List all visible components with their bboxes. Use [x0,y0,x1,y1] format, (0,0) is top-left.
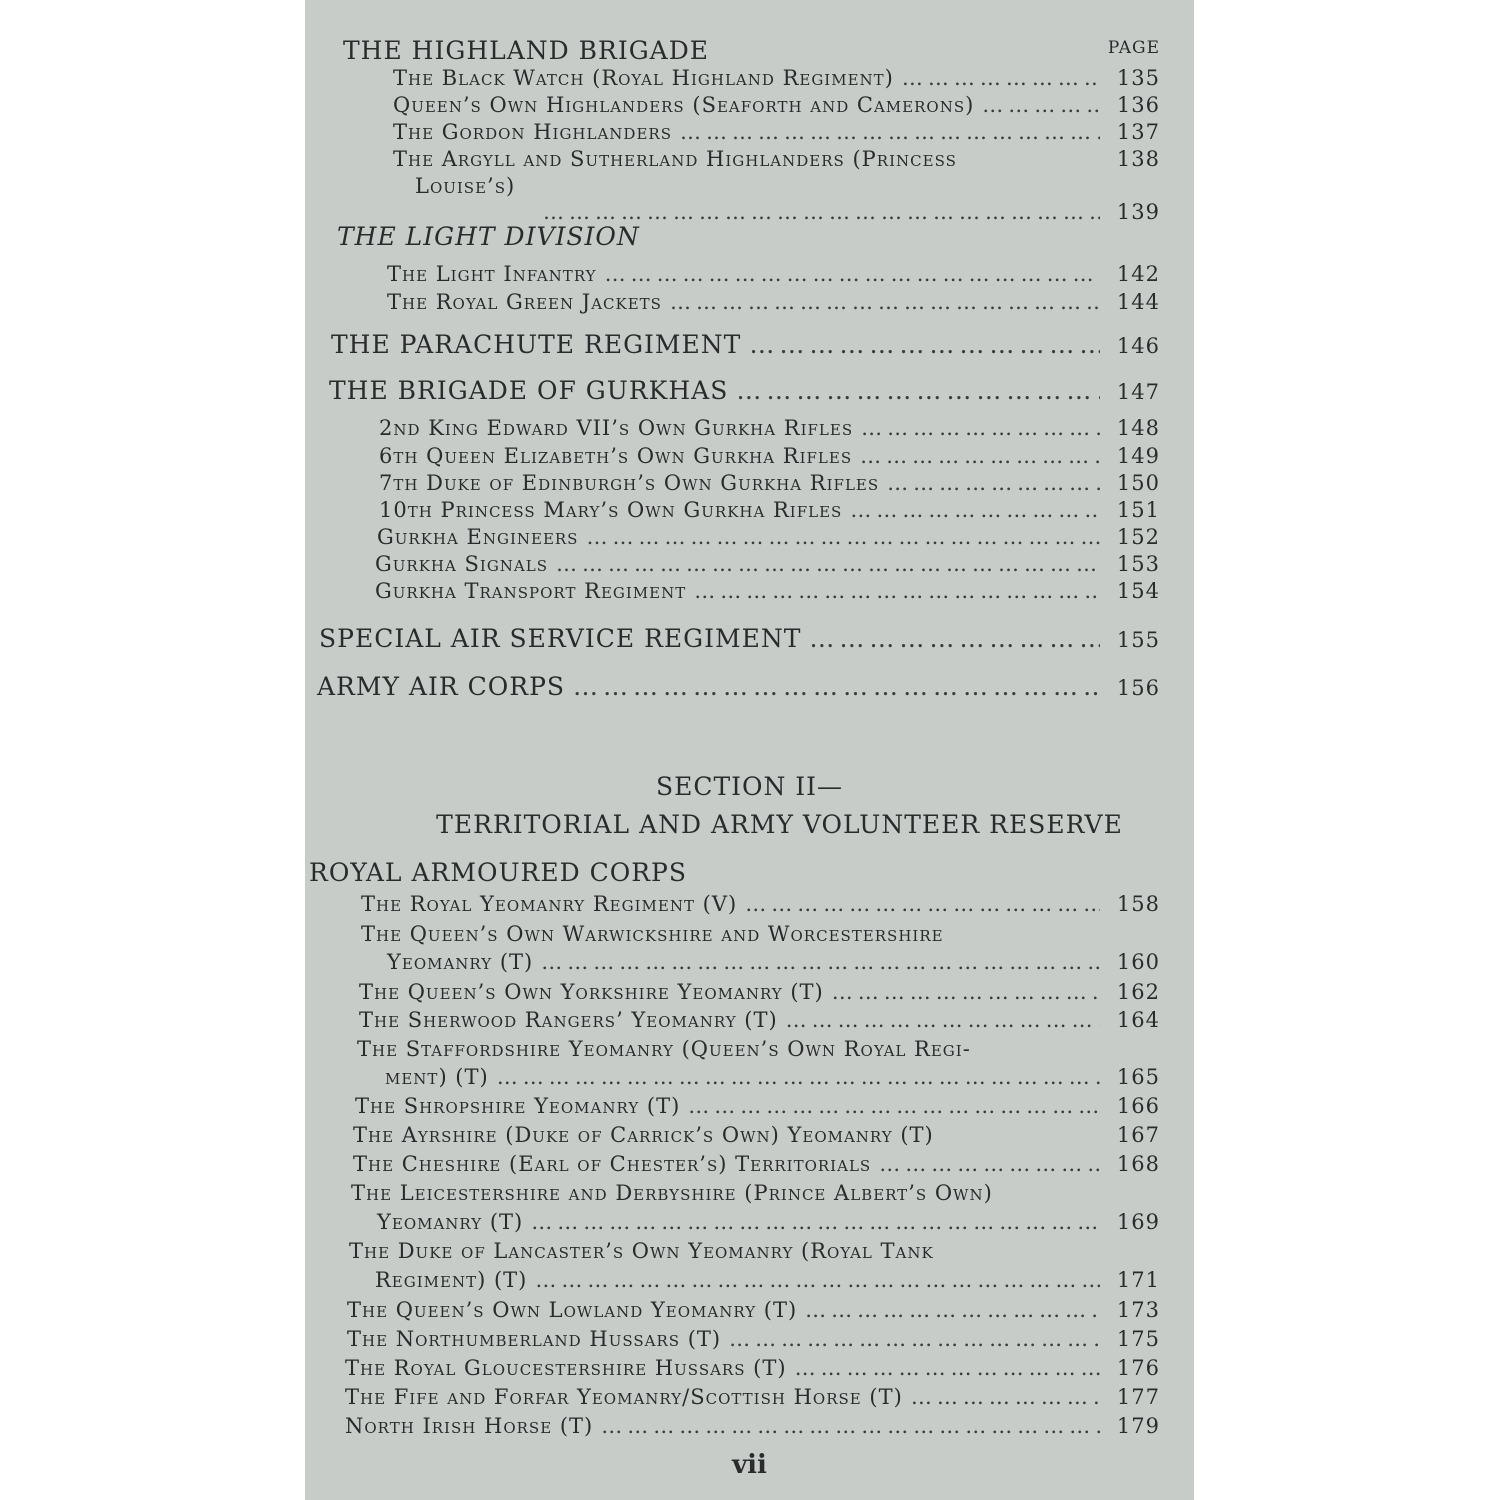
page-column-label: PAGE [1107,38,1160,58]
toc-entry: The Light Infantry ……………………………………………………………… 142 [387,262,1160,286]
toc-entry-continuation: Louise’s) [415,174,516,198]
section-title: SECTION II— [655,772,844,801]
toc-entry: Gurkha Signals ……………………………………………………………… 153 [375,552,1160,576]
toc-entry: Yeomanry (T) ……………………………………………………………… 169 [377,1210,1160,1234]
toc-entry-first-line: The Staffordshire Yeomanry (Queen’s Own Royal Regi- [357,1037,971,1061]
book-page [305,0,1194,1500]
toc-entry: The Queen’s Own Lowland Yeomanry (T) ……………………………………………………………… 173 [347,1298,1160,1322]
toc-entry: The Queen’s Own Yorkshire Yeomanry (T) ……………………………………………………………… 162 [359,980,1160,1004]
toc-entry: The Cheshire (Earl of Chester’s) Territorials ……………………………………………………………… 168 [353,1152,1160,1176]
toc-heading-light-division: THE LIGHT DIVISION [337,222,640,251]
toc-entry: Queen’s Own Highlanders (Seaforth and Camerons) ……………………………………………………………… 136 [393,93,1160,117]
toc-entry: North Irish Horse (T) ……………………………………………………………… 179 [345,1414,1160,1438]
toc-entry: The Fife and Forfar Yeomanry/Scottish Horse (T) ……………………………………………………………… 177 [345,1385,1160,1409]
toc-entry-first-line: The Queen’s Own Warwickshire and Worcestershire [361,922,944,946]
toc-entry: The Royal Gloucestershire Hussars (T) ……………………………………………………………… 176 [345,1356,1160,1380]
toc-entry-page-only: ……………………………………………………………… 139 [535,200,1160,224]
toc-entry: The Gordon Highlanders ……………………………………………………………… 137 [393,120,1160,144]
toc-entry: 10th Princess Mary’s Own Gurkha Rifles ……………………………………………………………… 151 [379,498,1160,522]
toc-heading-royal-armoured-corps: ROYAL ARMOURED CORPS [309,858,687,887]
toc-entry: 7th Duke of Edinburgh’s Own Gurkha Rifles ……………………………………………………………… 150 [379,471,1160,495]
toc-heading-parachute-regiment: THE PARACHUTE REGIMENT ……………………………………………………………… 146 [331,330,1160,359]
toc-entry: The Black Watch (Royal Highland Regiment) ……………………………………………………………… 135 [393,66,1160,90]
page-number: vii [732,1450,767,1480]
toc-entry: The Royal Green Jackets ……………………………………………………………… 144 [387,290,1160,314]
toc-heading-brigade-of-gurkhas: THE BRIGADE OF GURKHAS ……………………………………………………………… 147 [329,376,1160,405]
toc-entry: The Royal Yeomanry Regiment (V) ……………………………………………………………… 158 [361,892,1160,916]
toc-entry-first-line: The Leicestershire and Derbyshire (Prince Albert’s Own) [351,1181,993,1205]
toc-heading-highland-brigade: THE HIGHLAND BRIGADE [343,36,710,65]
toc-entry: Gurkha Engineers ……………………………………………………………… 152 [377,525,1160,549]
toc-entry: Regiment) (T) ……………………………………………………………… 171 [375,1268,1160,1292]
toc-heading-special-air-service: SPECIAL AIR SERVICE REGIMENT ……………………………………………………………… 155 [319,624,1160,653]
toc-entry: The Argyll and Sutherland Highlanders (Princess 138 [393,147,1160,171]
toc-entry: The Ayrshire (Duke of Carrick’s Own) Yeomanry (T) 167 [353,1123,1160,1147]
toc-entry: 6th Queen Elizabeth’s Own Gurkha Rifles ……………………………………………………………… 149 [379,444,1160,468]
toc-entry-first-line: The Duke of Lancaster’s Own Yeomanry (Royal Tank [349,1239,934,1263]
toc-entry: The Northumberland Hussars (T) ……………………………………………………………… 175 [347,1327,1160,1351]
section-subtitle: TERRITORIAL AND ARMY VOLUNTEER RESERVE [436,810,1123,839]
toc-entry: The Shropshire Yeomanry (T) ……………………………………………………………… 166 [355,1094,1160,1118]
toc-entry: Yeomanry (T) ……………………………………………………………… 160 [387,950,1160,974]
toc-heading-army-air-corps: ARMY AIR CORPS ……………………………………………………………… 156 [317,672,1160,701]
toc-entry: Gurkha Transport Regiment ……………………………………………………………… 154 [375,579,1160,603]
toc-entry: ment) (T) ……………………………………………………………… 165 [385,1065,1160,1089]
toc-entry: 2nd King Edward VII’s Own Gurkha Rifles ……………………………………………………………… 148 [379,416,1160,440]
toc-entry: The Sherwood Rangers’ Yeomanry (T) ……………………………………………………………… 164 [359,1008,1160,1032]
